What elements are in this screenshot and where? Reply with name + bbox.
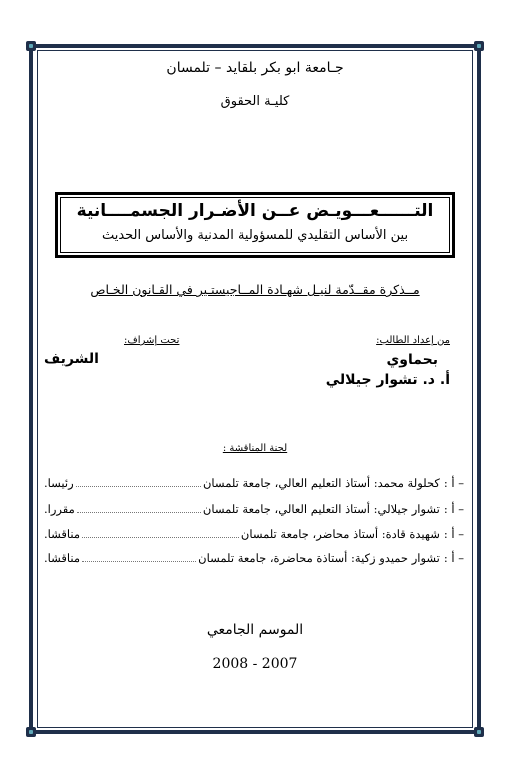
member-role: رئيسا. bbox=[44, 476, 74, 490]
memo-statement: مــذكرة مقــدّمة لنيـل شهـادة المــاجيستـير في القـانون الخـاص bbox=[90, 282, 420, 297]
member-name: تشوار حميدو زكية: أستاذة محاضرة، جامعة تلمسان bbox=[198, 551, 440, 565]
prepared-by-name: بحماوي bbox=[386, 352, 438, 368]
committee-member bbox=[44, 551, 464, 565]
dotted-leader bbox=[76, 486, 201, 487]
corner-ornament-icon bbox=[474, 727, 484, 737]
committee-member bbox=[44, 527, 464, 541]
corner-ornament-icon bbox=[26, 41, 36, 51]
committee-member bbox=[44, 476, 464, 490]
dotted-leader bbox=[77, 512, 201, 513]
corner-ornament-icon bbox=[474, 41, 484, 51]
member-name: تشوار جيلالي: أستاذ التعليم العالي، جامعة تلمسان bbox=[202, 502, 440, 516]
committee-member bbox=[44, 502, 464, 516]
prepared-by-label: من إعداد الطالب: bbox=[376, 335, 450, 346]
member-dash: – أ : bbox=[443, 551, 464, 565]
committee-label: لجنة المناقشة : bbox=[222, 443, 288, 454]
dotted-leader bbox=[82, 561, 196, 562]
thesis-subtitle: بين الأساس التقليدي للمسؤولية المدنية والأساس الحديث bbox=[101, 228, 409, 243]
faculty-name: كليـة الحقوق bbox=[220, 94, 290, 109]
academic-year: 2008 - 2007 bbox=[212, 656, 298, 672]
member-role: مناقشا. bbox=[44, 527, 81, 541]
member-dash: – أ : bbox=[443, 527, 464, 541]
member-dash: – أ : bbox=[443, 476, 464, 490]
academic-season-label: الموسم الجامعي bbox=[206, 622, 304, 638]
corner-ornament-icon bbox=[26, 727, 36, 737]
member-role: مقررا. bbox=[44, 502, 75, 516]
dotted-leader bbox=[82, 537, 239, 538]
member-name: شهيدة قادة: أستاذ محاضر، جامعة تلمسان bbox=[240, 527, 440, 541]
member-name: كحلولة محمد: أستاذ التعليم العالي، جامعة تلمسان bbox=[202, 476, 440, 490]
member-dash: – أ : bbox=[443, 502, 464, 516]
thesis-title: التــــــعـــويـض عــن الأضـرار الجسمــــانية bbox=[76, 201, 434, 221]
supervisor-name: الشريف bbox=[44, 351, 99, 367]
university-name: جـامعة ابو بكر بلقايد – تلمسان bbox=[166, 60, 344, 76]
supervisor-label: تحت إشراف: bbox=[124, 335, 180, 346]
prepared-by-name-2: أ. د. تشوار جيلالي bbox=[325, 372, 450, 388]
member-role: مناقشا. bbox=[44, 551, 81, 565]
